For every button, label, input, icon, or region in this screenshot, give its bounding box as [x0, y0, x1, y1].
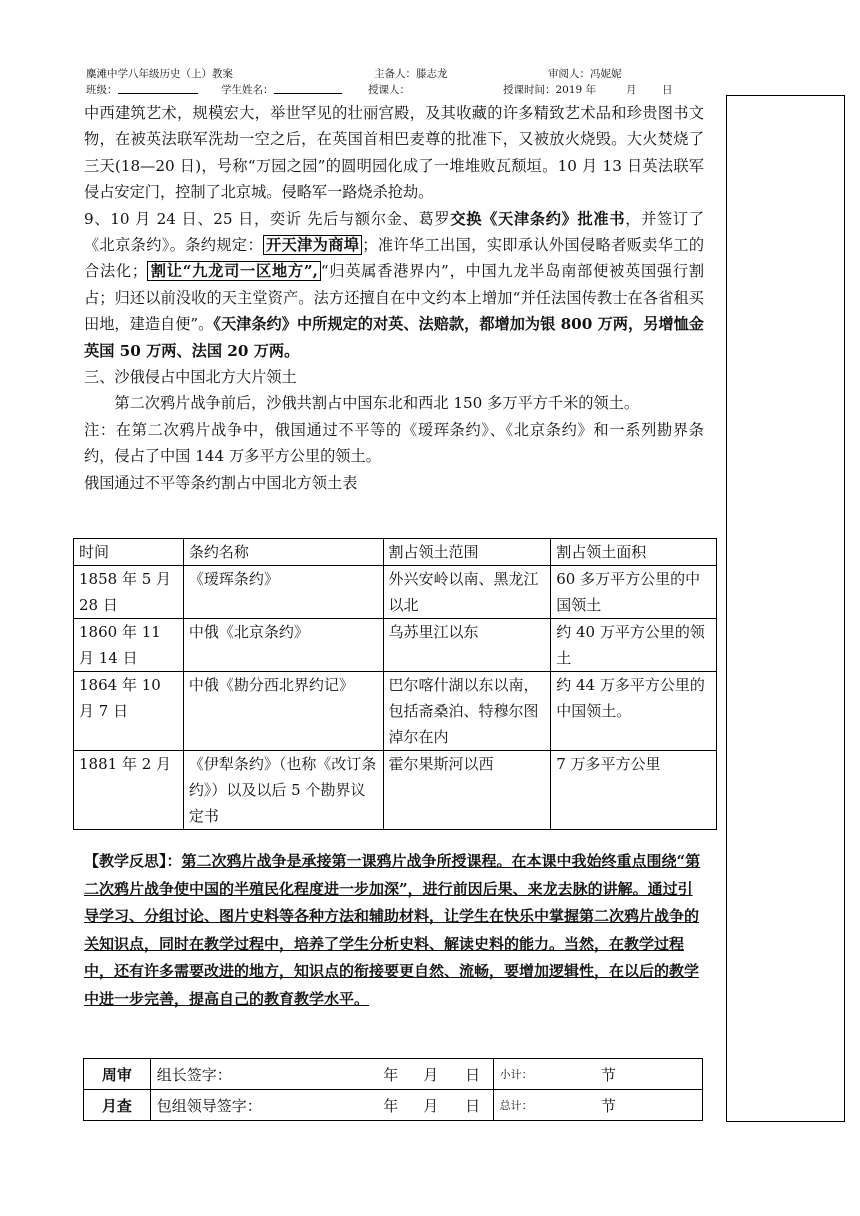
section-heading: 三、沙俄侵占中国北方大片领土: [84, 368, 297, 387]
day-label: 日: [459, 1059, 493, 1090]
month-label: 月: [626, 84, 637, 96]
table-row: [74, 619, 717, 672]
paragraph-beijing-treaty: 9、10 月 24 日、25 日，奕䜣 先后与额尔金、葛罗交换《天津条约》批准书，并签订了《北京条约》。条约规定： 开天津为商埠 ；准许华工出国，实即承认外国侵略者贩卖华工的合法化； 割让“九龙司一区地方”, “归英属香港界内”，中国九龙半岛南部便被英国强行割占；归还以前没收的天主堂资产。法方还擅自在中文约本上增加“并任法国传教士在各省租买田地，建造自便”。《天津条约》中所规定的对英、法赔款，都增加为银 800 万两，另增恤金英国 50 万两、法国 20 万两。: [84, 209, 705, 360]
student-label: 学生姓名：: [221, 84, 274, 96]
subtotal-label: 小计：: [493, 1059, 571, 1090]
weekly-review-row: [84, 1059, 703, 1090]
boxed-tianjin-port: 开天津为商埠: [263, 235, 362, 255]
paragraph-russia: 第二次鸦片战争前后，沙俄共割占中国东北和西北 150 多万平方千米的领土。: [114, 394, 640, 413]
teacher-label: 授课人：: [368, 84, 410, 96]
student-blank: [274, 82, 342, 94]
reflection-label: 【教学反思】：: [84, 852, 182, 870]
side-notes-box: [726, 95, 845, 1122]
teaching-reflection: [84, 848, 704, 1013]
table-cell: 中俄《北京条约》: [183, 619, 383, 672]
table-header: 割占领土范围: [383, 539, 551, 566]
table-cell: 约 40 万平方公里的领土: [551, 619, 717, 672]
table-cell: 60 多万平方公里的中国领土: [551, 566, 717, 619]
table-row: [74, 672, 717, 751]
weekly-review-label: 周审: [84, 1059, 151, 1090]
table-cell: 乌苏里江以东: [383, 619, 551, 672]
month-label: 月: [417, 1090, 459, 1121]
day-label: 日: [662, 84, 673, 96]
table-header: 条约名称: [183, 539, 383, 566]
table-cell: 《瑷珲条约》: [183, 566, 383, 619]
class-blank: [118, 82, 198, 94]
table-cell: 1858 年 5 月 28 日: [74, 566, 184, 619]
unit-label: 节: [571, 1090, 703, 1121]
territory-table: [73, 538, 717, 830]
table-cell: 1881 年 2 月: [74, 751, 184, 830]
table-cell: 约 44 万多平方公里的中国领土。: [551, 672, 717, 751]
table-cell: 7 万多平方公里: [551, 751, 717, 830]
unit-label: 节: [571, 1059, 703, 1090]
table-row: [74, 751, 717, 830]
table-cell: 霍尔果斯河以西: [383, 751, 551, 830]
signoff-table: [83, 1058, 703, 1121]
table-caption: 俄国通过不平等条约割占中国北方领土表: [84, 473, 358, 492]
table-cell: 外兴安岭以南、黑龙江以北: [383, 566, 551, 619]
monthly-check-row: [84, 1090, 703, 1121]
monthly-check-label: 月查: [84, 1090, 151, 1121]
table-cell: 《伊犁条约》（也称《改订条约》）以及以后 5 个勘界议定书: [183, 751, 383, 830]
leader-sign: 包组领导签字：: [150, 1090, 377, 1121]
table-header-row: [74, 539, 717, 566]
table-header: 割占领土面积: [551, 539, 717, 566]
boxed-kowloon: 割让“九龙司一区地方”,: [147, 261, 321, 281]
year-label: 年: [377, 1090, 417, 1121]
reflection-text: 第二次鸦片战争是承接第一课鸦片战争所授课程。在本课中我始终重点围绕“第二次鸦片战争使中国的半殖民化程度进一步加深”，进行前因后果、来龙去脉的讲解。通过引导学习、分组讨论、图片史料等各种方法和辅助材料，让学生在快乐中掌握第二次鸦片战争的关知识点，同时在教学过程中，培养了学生分析史料、解读史料的能力。当然，在教学过程中，还有许多需要改进的地方，知识点的衔接要更自然、流畅，要增加逻辑性，在以后的教学中进一步完善，提高自己的教育教学水平。: [84, 852, 701, 1008]
reviewer: 审阅人：冯妮妮: [548, 68, 622, 80]
group-leader-sign: 组长签字：: [150, 1059, 377, 1090]
year-label: 年: [377, 1059, 417, 1090]
table-cell: 巴尔喀什湖以东以南，包括斋桑泊、特穆尔图淖尔在内: [383, 672, 551, 751]
table-row: [74, 566, 717, 619]
main-body: [84, 100, 704, 496]
month-label: 月: [417, 1059, 459, 1090]
paragraph-yuanmingyuan: 中西建筑艺术，规模宏大，举世罕见的壮丽宫殿，及其收藏的许多精致艺术品和珍贵图书文物，在被英法联军洗劫一空之后，在英国首相巴麦尊的批准下，又被放火烧毁。大火焚烧了三天(18—20 日)，号称“万园之园”的圆明园化成了一堆堆败瓦颓垣。10 月 13 日英法联军侵占安定门，控制了北京城。侵略军一路烧杀抢劫。: [84, 104, 704, 202]
class-label: 班级：: [86, 84, 118, 96]
table-cell: 中俄《勘分西北界约记》: [183, 672, 383, 751]
table-cell: 1864 年 10 月 7 日: [74, 672, 184, 751]
time-label: 授课时间：2019 年: [503, 84, 597, 96]
day-label: 日: [459, 1090, 493, 1121]
paragraph-note: 注：在第二次鸦片战争中，俄国通过不平等的《瑷珲条约》、《北京条约》和一系列勘界条约，侵占了中国 144 万多平方公里的领土。: [84, 420, 704, 466]
table-header: 时间: [74, 539, 184, 566]
table-cell: 1860 年 11 月 14 日: [74, 619, 184, 672]
total-label: 总计：: [493, 1090, 571, 1121]
preparer: 主备人：滕志龙: [374, 68, 448, 80]
course-title: 麋滩中学八年级历史（上）教案: [86, 68, 233, 80]
